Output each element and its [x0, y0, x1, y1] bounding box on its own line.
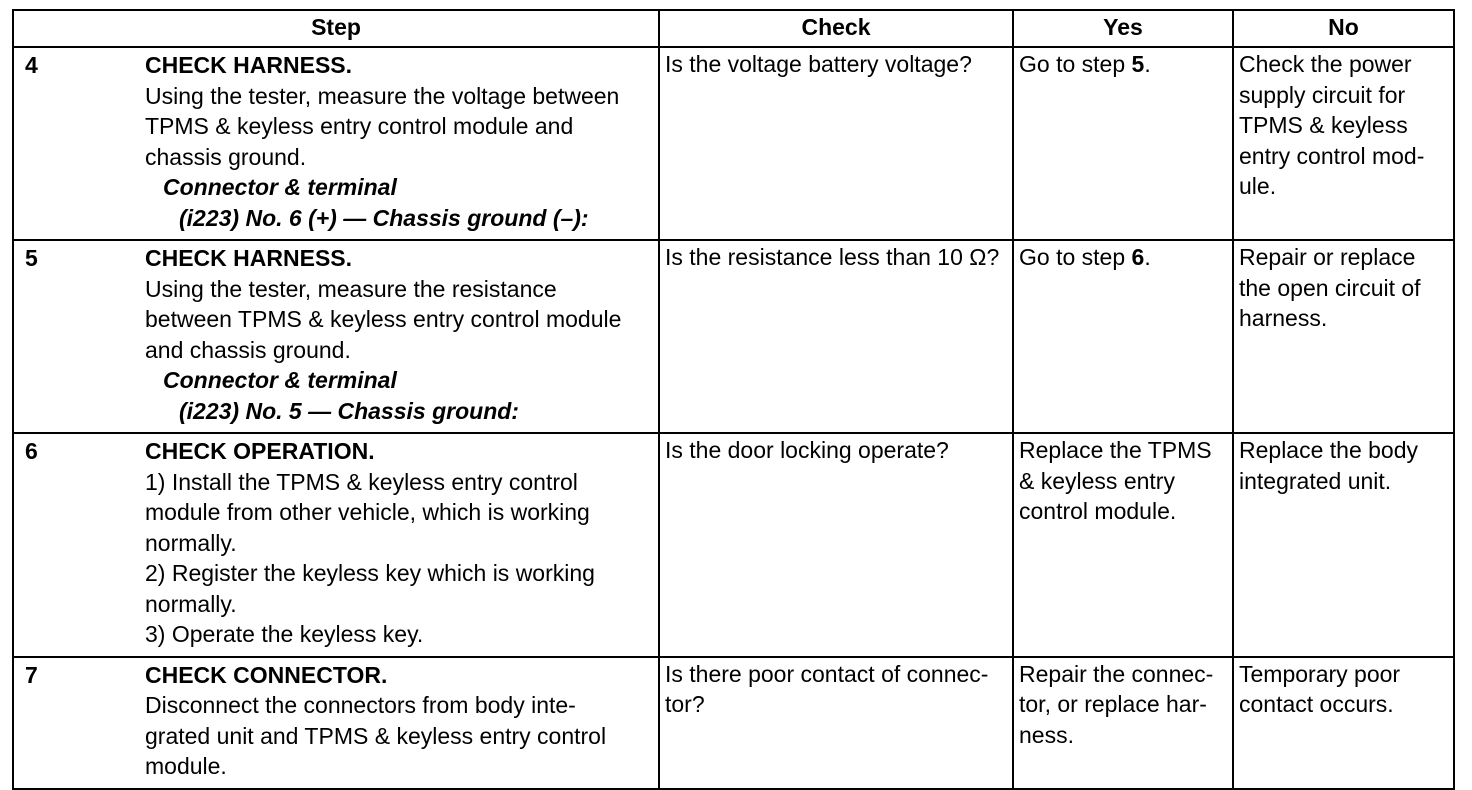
yes-cell [1013, 240, 1233, 433]
step-body [139, 659, 653, 785]
step-body [139, 49, 653, 236]
step-line: 2) Register the keyless key which is working [145, 560, 595, 586]
step-line: 1) Install the TPMS & keyless entry control [145, 468, 578, 495]
step-body [139, 242, 653, 429]
step-line: module from other vehicle, which is working [145, 499, 590, 525]
step-cell [13, 433, 659, 657]
step-line: normally. [145, 529, 237, 556]
check-cell: Is the voltage battery voltage? [659, 47, 1013, 240]
check-cell: Is the door locking operate? [659, 433, 1013, 657]
table-row [13, 240, 1454, 433]
yes-text-end: . [1144, 51, 1151, 77]
header-yes: Yes [1013, 10, 1233, 47]
step-title: CHECK CONNECTOR. [145, 661, 388, 688]
step-number: 7 [25, 661, 38, 688]
header-check: Check [659, 10, 1013, 47]
no-cell: Replace the body integrated unit. [1233, 433, 1454, 657]
step-line: Using the tester, measure the resistance [145, 275, 557, 302]
step-title: CHECK HARNESS. [145, 245, 353, 271]
step-line: chassis ground. [145, 143, 307, 170]
step-line: grated unit and TPMS & keyless entry control [145, 722, 607, 749]
step-number: 6 [25, 438, 38, 464]
no-cell: Repair or replace the open circuit of harness. [1233, 240, 1454, 433]
step-cell [13, 240, 659, 433]
table-row [13, 433, 1454, 657]
terminal-spec: (i223) No. 6 (+) — Chassis ground (–): [179, 204, 589, 231]
yes-cell: Replace the TPMS & keyless entry control module. [1013, 433, 1233, 657]
table-row [13, 657, 1454, 789]
step-line: between TPMS & keyless entry control module [145, 306, 622, 332]
step-number: 4 [25, 52, 38, 78]
terminal-spec: (i223) No. 5 — Chassis ground: [179, 397, 519, 424]
step-title: CHECK HARNESS. [145, 52, 353, 78]
step-line: TPMS & keyless entry control module and [145, 113, 574, 139]
step-line: module. [145, 753, 227, 779]
header-step: Step [13, 10, 659, 47]
step-line: normally. [145, 590, 237, 617]
yes-cell: Repair the connec-tor, or replace har-ness. [1013, 657, 1233, 789]
connector-label: Connector & terminal [163, 367, 397, 393]
check-cell: Is the resistance less than 10 Ω? [659, 240, 1013, 433]
yes-text: Go to step [1019, 244, 1132, 270]
step-cell [13, 47, 659, 240]
step-title: CHECK OPERATION. [145, 438, 375, 464]
step-body [139, 435, 653, 653]
yes-cell [1013, 47, 1233, 240]
step-line: 3) Operate the keyless key. [145, 621, 424, 647]
step-line: and chassis ground. [145, 336, 351, 363]
check-cell: Is there poor contact of connec-tor? [659, 657, 1013, 789]
no-cell: Temporary poor contact occurs. [1233, 657, 1454, 789]
table-row [13, 47, 1454, 240]
step-cell [13, 657, 659, 789]
yes-text: Go to step [1019, 51, 1132, 77]
step-number: 5 [25, 245, 38, 271]
yes-step-ref: 6 [1131, 244, 1145, 270]
yes-step-ref: 5 [1131, 51, 1145, 77]
header-no: No [1233, 10, 1454, 47]
no-cell: Check the power supply circuit for TPMS & keyless entry control mod-ule. [1233, 47, 1454, 240]
diagnostic-table [12, 9, 1455, 790]
step-line: Using the tester, measure the voltage between [145, 82, 620, 109]
yes-text-end: . [1144, 244, 1151, 270]
header-row [13, 10, 1454, 47]
connector-label: Connector & terminal [163, 174, 397, 200]
step-line: Disconnect the connectors from body inte- [145, 692, 576, 718]
